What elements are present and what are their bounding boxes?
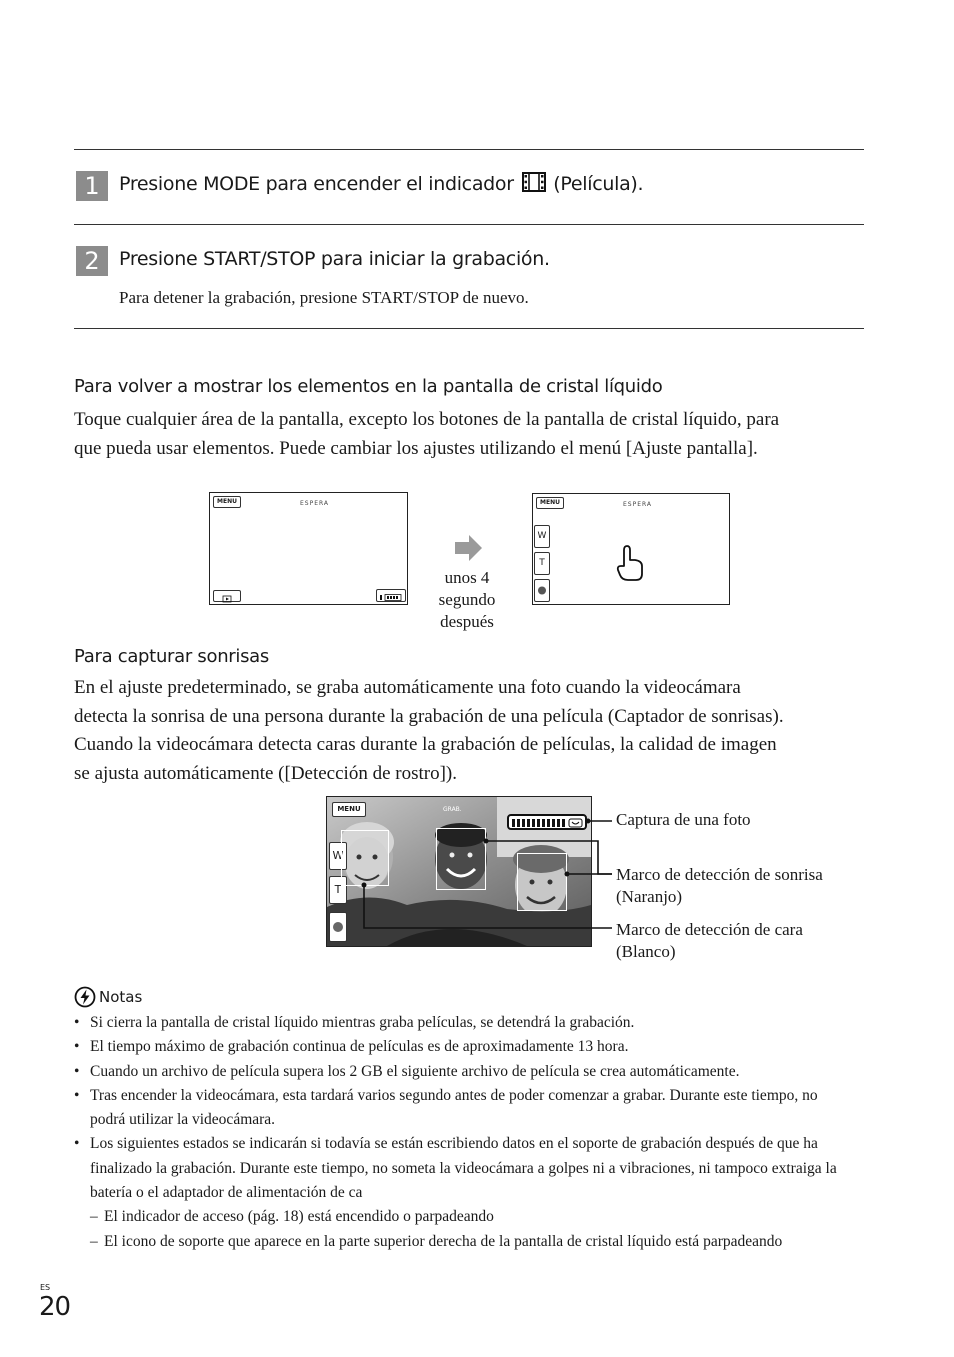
- step-2-heading: Presione START/STOP para iniciar la grabación.: [119, 248, 550, 270]
- step-1-heading-suffix: (Película).: [553, 173, 644, 195]
- arrow-right-icon: [455, 535, 483, 566]
- lcd-screen-after: [532, 493, 730, 605]
- notes-body: [74, 1011, 864, 1254]
- step-2-number: 2: [76, 246, 108, 276]
- note-item: • Los siguientes estados se indicarán si todavía se están escribiendo datos en el soporte de grabación después de que ha finalizado la grabación. Durante este tiempo, no someta la videocámara a golpes ni a vibraciones, ni tampoco extraiga la batería o el adaptador de alimentación de ca: [74, 1132, 855, 1205]
- touch-hand-icon: [615, 544, 645, 587]
- page-number: 20: [39, 1292, 71, 1322]
- status-text: GRAB.: [443, 806, 462, 813]
- battery-icon: [376, 589, 406, 602]
- record-button[interactable]: [329, 912, 347, 942]
- menu-button[interactable]: MENU: [536, 497, 564, 509]
- face-detection-frame: [517, 853, 567, 911]
- callout-smile-frame-line-1: Marco de detección de sonrisa: [616, 865, 823, 884]
- caution-icon: [74, 986, 96, 1008]
- section-lcd-title: Para volver a mostrar los elementos en la pantalla de cristal líquido: [74, 376, 663, 397]
- notes-header: [74, 986, 142, 1008]
- smile-counter-icon: [507, 814, 587, 830]
- section-lcd-line-2: que pueda usar elementos. Puede cambiar los ajustes utilizando el menú [Ajuste pantalla].: [74, 437, 758, 459]
- note-item: • Tras encender la videocámara, esta tardará varios segundo antes de poder comenzar a grabar. Durante este tiempo, no podrá utilizar la videocámara.: [74, 1084, 855, 1133]
- arrow-caption: [418, 567, 516, 633]
- lcd-screen-before: [209, 492, 408, 605]
- zoom-wide-button[interactable]: W: [329, 842, 347, 870]
- step-1-number: 1: [76, 171, 108, 201]
- section-smile-title: Para capturar sonrisas: [74, 646, 269, 667]
- notes-title: Notas: [99, 988, 143, 1006]
- arrow-caption-line-2: segundo: [438, 590, 496, 609]
- menu-button[interactable]: MENU: [332, 802, 366, 817]
- callout-face-frame: [616, 919, 803, 963]
- step-divider: [74, 224, 864, 225]
- top-rule: [74, 149, 864, 150]
- note-item: • Cuando un archivo de película supera los 2 GB el siguiente archivo de película se crea automáticamente.: [74, 1060, 864, 1084]
- movie-film-icon: [522, 172, 546, 197]
- status-text: ESPERA: [300, 500, 330, 507]
- playback-button[interactable]: [213, 590, 241, 602]
- step-1-heading-text: Presione MODE para encender el indicador: [119, 173, 514, 195]
- note-subitem: – El icono de soporte que aparece en la parte superior derecha de la pantalla de cristal líquido está parpadeando: [74, 1230, 824, 1254]
- step-1-heading: [119, 172, 643, 197]
- zoom-tele-button[interactable]: T: [534, 552, 550, 575]
- smile-detection-frame: [436, 828, 486, 890]
- callout-capture: Captura de una foto: [616, 810, 751, 829]
- zoom-tele-button[interactable]: T: [329, 876, 347, 904]
- record-button[interactable]: [534, 579, 550, 602]
- face-detection-frame: [341, 830, 389, 886]
- note-subitem: – El indicador de acceso (pág. 18) está encendido o parpadeando: [74, 1205, 864, 1229]
- section-smile-line-3: Cuando la videocámara detecta caras durante la grabación de películas, la calidad de imagen: [74, 734, 777, 755]
- callout-face-frame-line-2: (Blanco): [616, 942, 676, 961]
- language-code: ES: [40, 1283, 51, 1292]
- menu-button[interactable]: MENU: [213, 496, 241, 508]
- section-smile-line-4: se ajusta automáticamente ([Detección de rostro]).: [74, 762, 457, 784]
- section-lcd-line-1: Toque cualquier área de la pantalla, excepto los botones de la pantalla de cristal líquido, para: [74, 409, 780, 430]
- note-item: • Si cierra la pantalla de cristal líquido mientras graba películas, se detendrá la grabación.: [74, 1011, 864, 1035]
- note-item: • El tiempo máximo de grabación continua de películas es de aproximadamente 13 hora.: [74, 1035, 864, 1059]
- arrow-caption-line-3: después: [440, 612, 494, 631]
- section-smile-line-1: En el ajuste predeterminado, se graba automáticamente una foto cuando la videocámara: [74, 677, 741, 698]
- arrow-caption-line-1: unos 4: [444, 568, 490, 587]
- section-lcd-body: [74, 406, 874, 463]
- steps-bottom-rule: [74, 328, 864, 329]
- step-2-note: Para detener la grabación, presione START/STOP de nuevo.: [119, 288, 529, 307]
- section-smile-line-2: detecta la sonrisa de una persona durante la grabación de una película (Captador de sonrisas).: [74, 705, 784, 727]
- callout-face-frame-line-1: Marco de detección de cara: [616, 920, 803, 939]
- smile-capture-screen: [326, 796, 592, 947]
- section-smile-body: [74, 674, 874, 788]
- callout-smile-frame-line-2: (Naranjo): [616, 887, 683, 906]
- status-text: ESPERA: [623, 501, 653, 508]
- callout-smile-frame: [616, 864, 823, 908]
- zoom-wide-button[interactable]: W: [534, 525, 550, 548]
